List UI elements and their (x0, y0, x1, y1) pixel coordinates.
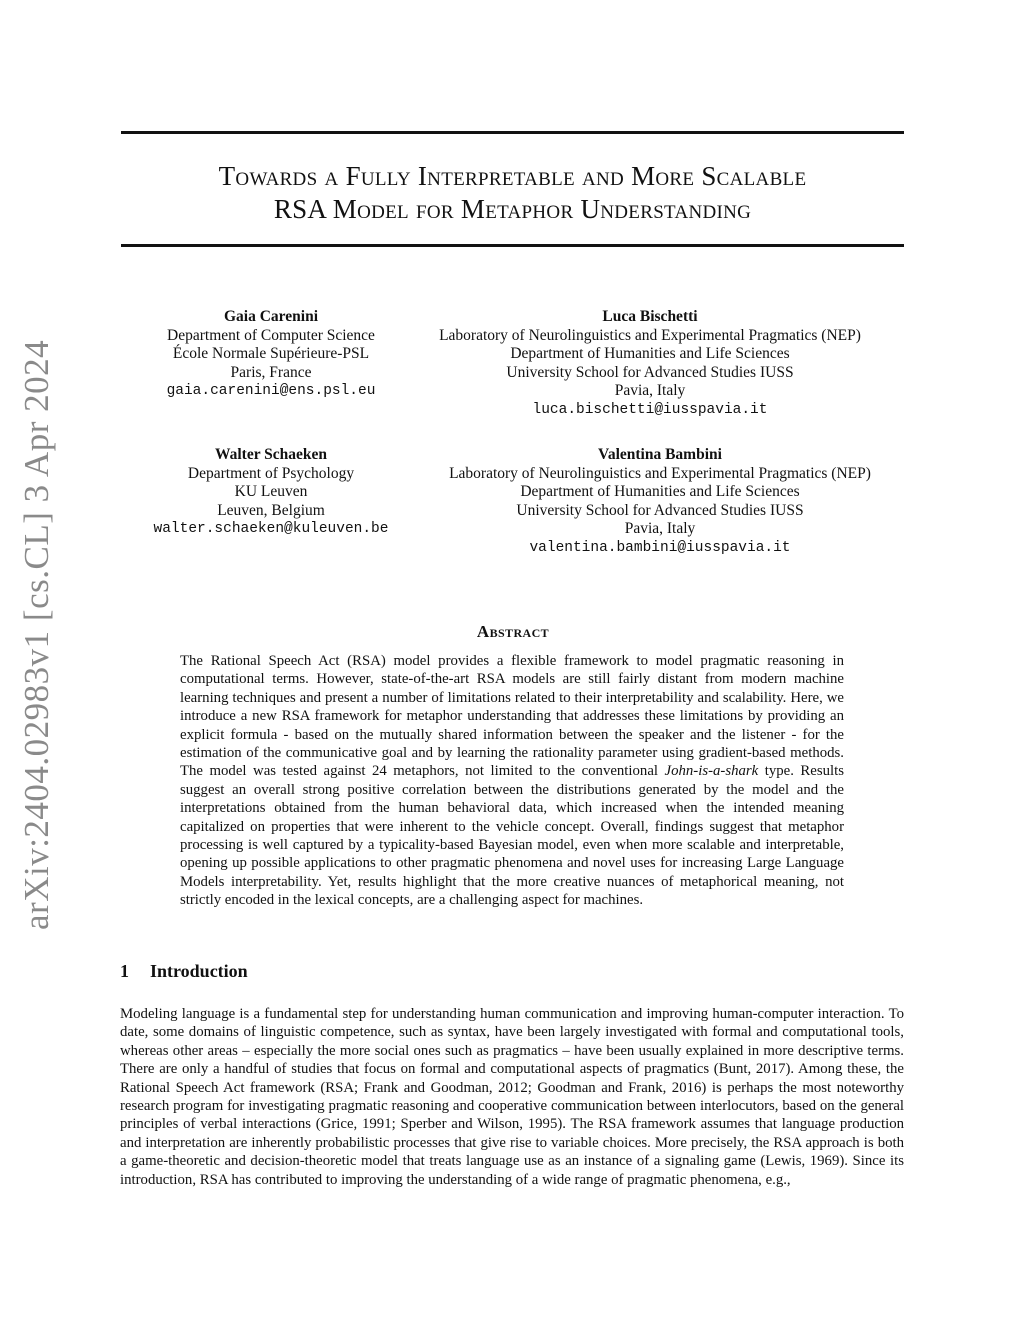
author-block-bischetti (412, 308, 888, 419)
abstract-italic-term: John-is-a-shark (664, 763, 759, 780)
abstract-text: type. Results suggest an overall strong positive correlation between the distributions generated by the model and the interpretations obtained from the human behavioral data, which increased when the intended meaning capitalized on properties that were inherent to the vehicle concept. Overall, findings suggest that metaphor processing is well captured by a typicality-based Bayesian model, even when more scalable and interpretable, opening up possible applications to other pragmatic phenomena and novel uses for increasing Large Language Models interpretability. Yet, results highlight that the more creative nuances of metaphorical meaning, not strictly encoded in the lexical concepts, are a challenging aspect for machines. (180, 763, 844, 909)
author-name: Walter Schaeken (214, 446, 328, 463)
author-affiliation-line: Laboratory of Neurolinguistics and Experimental Pragmatics (NEP) (449, 464, 871, 482)
author-affiliation-line: Department of Psychology (187, 464, 355, 482)
author-affiliation-line: Laboratory of Neurolinguistics and Experimental Pragmatics (NEP) (439, 326, 861, 344)
author-affiliation-line: Paris, France (230, 363, 312, 381)
author-email[interactable]: gaia.carenini@ens.psl.eu (166, 383, 376, 399)
author-affiliation-line: University School for Advanced Studies IUSS (516, 501, 804, 519)
section-title: Introduction (150, 961, 248, 981)
author-affiliation-line: KU Leuven (234, 483, 308, 500)
author-affiliation-line: Department of Humanities and Life Sciences (510, 345, 790, 362)
author-affiliation-line: University School for Advanced Studies IUSS (506, 363, 794, 381)
arxiv-side-label: arXiv:2404.02983v1 [cs.CL] 3 Apr 2024 (17, 339, 56, 930)
section-number: 1 (120, 961, 129, 981)
paper-title (121, 160, 904, 226)
author-email[interactable]: valentina.bambini@iusspavia.it (529, 539, 791, 556)
author-name: Gaia Carenini (223, 308, 318, 325)
author-affiliation-line: Department of Humanities and Life Sciences (520, 483, 800, 500)
author-email[interactable]: walter.schaeken@kuleuven.be (153, 521, 389, 537)
author-block-carenini (126, 308, 416, 401)
author-affiliation-line: Leuven, Belgium (217, 501, 325, 519)
author-affiliation-line: Pavia, Italy (624, 520, 696, 537)
title-bottom-rule (121, 244, 904, 247)
author-email[interactable]: luca.bischetti@iusspavia.it (532, 401, 768, 418)
author-name: Valentina Bambini (598, 446, 722, 463)
section-heading (120, 961, 248, 982)
title-top-rule (121, 131, 904, 134)
author-name: Luca Bischetti (602, 308, 698, 325)
author-affiliation-line: Department of Computer Science (167, 326, 375, 344)
abstract-body (180, 652, 844, 910)
author-block-bambini (412, 446, 908, 557)
introduction-paragraph: Modeling language is a fundamental step for understanding human communication and improving human-computer interaction. To date, some domains of linguistic competence, such as syntax, have been largely investigated with formal and computational tools, whereas other areas – especially the more social ones such as pragmatics – have been usually explained in more descriptive terms. There are only a handful of studies that focus on formal and computational aspects of pragmatics (Bunt, 2017). Among these, the Rational Speech Act framework (RSA; Frank and Goodman, 2012; Goodman and Frank, 2016) is perhaps the most noteworthy research program for investigating pragmatic reasoning and cooperative communication between interlocutors, based on the general principles of verbal interactions (Grice, 1991; Sperber and Wilson, 1995). The RSA framework assumes that language production and interpretation are inherently probabilistic processes that give rise to variable choices. More precisely, the RSA approach is both a game-theoretic and decision-theoretic model that treats language use as an instance of a signaling game (Lewis, 1969). Since its introduction, RSA has contributed to improving the understanding of a wide range of pragmatic phenomena, e.g., (120, 1006, 904, 1188)
abstract-text: The Rational Speech Act (RSA) model provides a flexible framework to model pragmatic reasoning in computational terms. However, state-of-the-art RSA models are still fairly distant from modern machine learning techniques and present a number of limitations related to their interpretability and scalability. Here, we introduce a new RSA framework for metaphor understanding that addresses these limitations by providing an explicit formula - based on the mutually shared information between the speaker and the listener - for the estimation of the communicative goal and by learning the rationality parameter using gradient-based methods. The model was tested against 24 metaphors, not limited to the conventional (180, 653, 844, 780)
abstract-heading: Abstract (476, 622, 550, 641)
author-affiliation-line: Pavia, Italy (614, 382, 686, 399)
author-affiliation-line: École Normale Supérieure-PSL (172, 345, 370, 362)
title-line-2: RSA Model for Metaphor Understanding (273, 194, 752, 224)
title-line-1: Towards a Fully Interpretable and More Scalable (218, 161, 807, 191)
author-block-schaeken (126, 446, 416, 539)
